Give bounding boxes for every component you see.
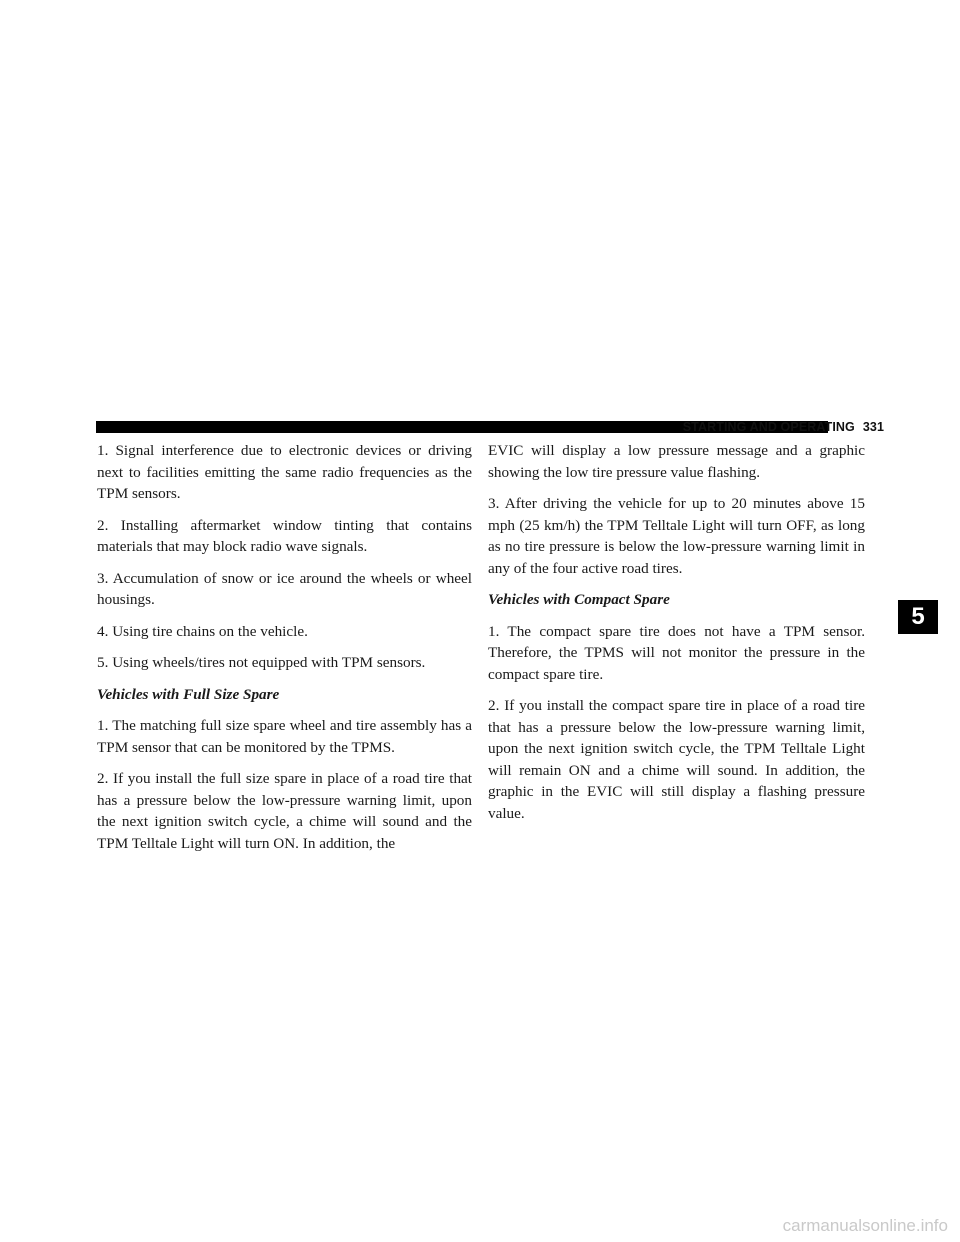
list-item: 1. Signal interference due to electronic devices or driving next to facilities emitting the same radio frequencies as the TPM sensors. — [97, 442, 472, 502]
list-item: 2. If you install the compact spare tire in place of a road tire that has a pressure below the low-pressure warning limit, upon the next ignition switch cycle, the TPM Telltale Light will remain ON and a chime will sound. In addition, the graphic in the EVIC will still display a flashing pressure value. — [488, 697, 865, 822]
list-item: 4. Using tire chains on the vehicle. — [97, 622, 308, 640]
list-item: 3. Accumulation of snow or ice around the wheels or wheel housings. — [97, 569, 472, 608]
list-item: 1. The compact spare tire does not have a TPM sensor. Therefore, the TPMS will not monitor the pressure in the compact spare tire. — [488, 622, 865, 683]
right-column — [488, 440, 865, 834]
page-number: 331 — [862, 420, 884, 434]
list-item: 1. The matching full size spare wheel and tire assembly has a TPM sensor that can be monitored by the TPMS. — [97, 717, 472, 756]
list-item: 5. Using wheels/tires not equipped with TPM sensors. — [97, 654, 426, 671]
chapter-tab: 5 — [898, 600, 938, 634]
list-item: 2. If you install the full size spare in place of a road tire that has a pressure below the low-pressure warning limit, upon the next ignition switch cycle, a chime will sound and the TPM Telltale Light will turn ON. In addition, the — [97, 770, 472, 852]
list-item: 2. Installing aftermarket window tinting that contains materials that may block radio wave signals. — [97, 516, 472, 555]
left-column — [97, 440, 472, 864]
compact-spare-heading: Vehicles with Compact Spare — [488, 591, 670, 608]
continued-paragraph: EVIC will display a low pressure message and a graphic showing the low tire pressure value flashing. — [488, 442, 865, 481]
section-title: STARTING AND OPERATING — [682, 420, 855, 434]
running-header — [682, 419, 884, 435]
full-size-spare-heading: Vehicles with Full Size Spare — [97, 685, 280, 703]
watermark: carmanualsonline.info — [782, 1216, 948, 1235]
list-item: 3. After driving the vehicle for up to 20 minutes above 15 mph (25 km/h) the TPM Telltale Light will turn OFF, as long as no tire pressure is below the low-pressure warning limit in any of the four active road tires. — [488, 495, 865, 577]
